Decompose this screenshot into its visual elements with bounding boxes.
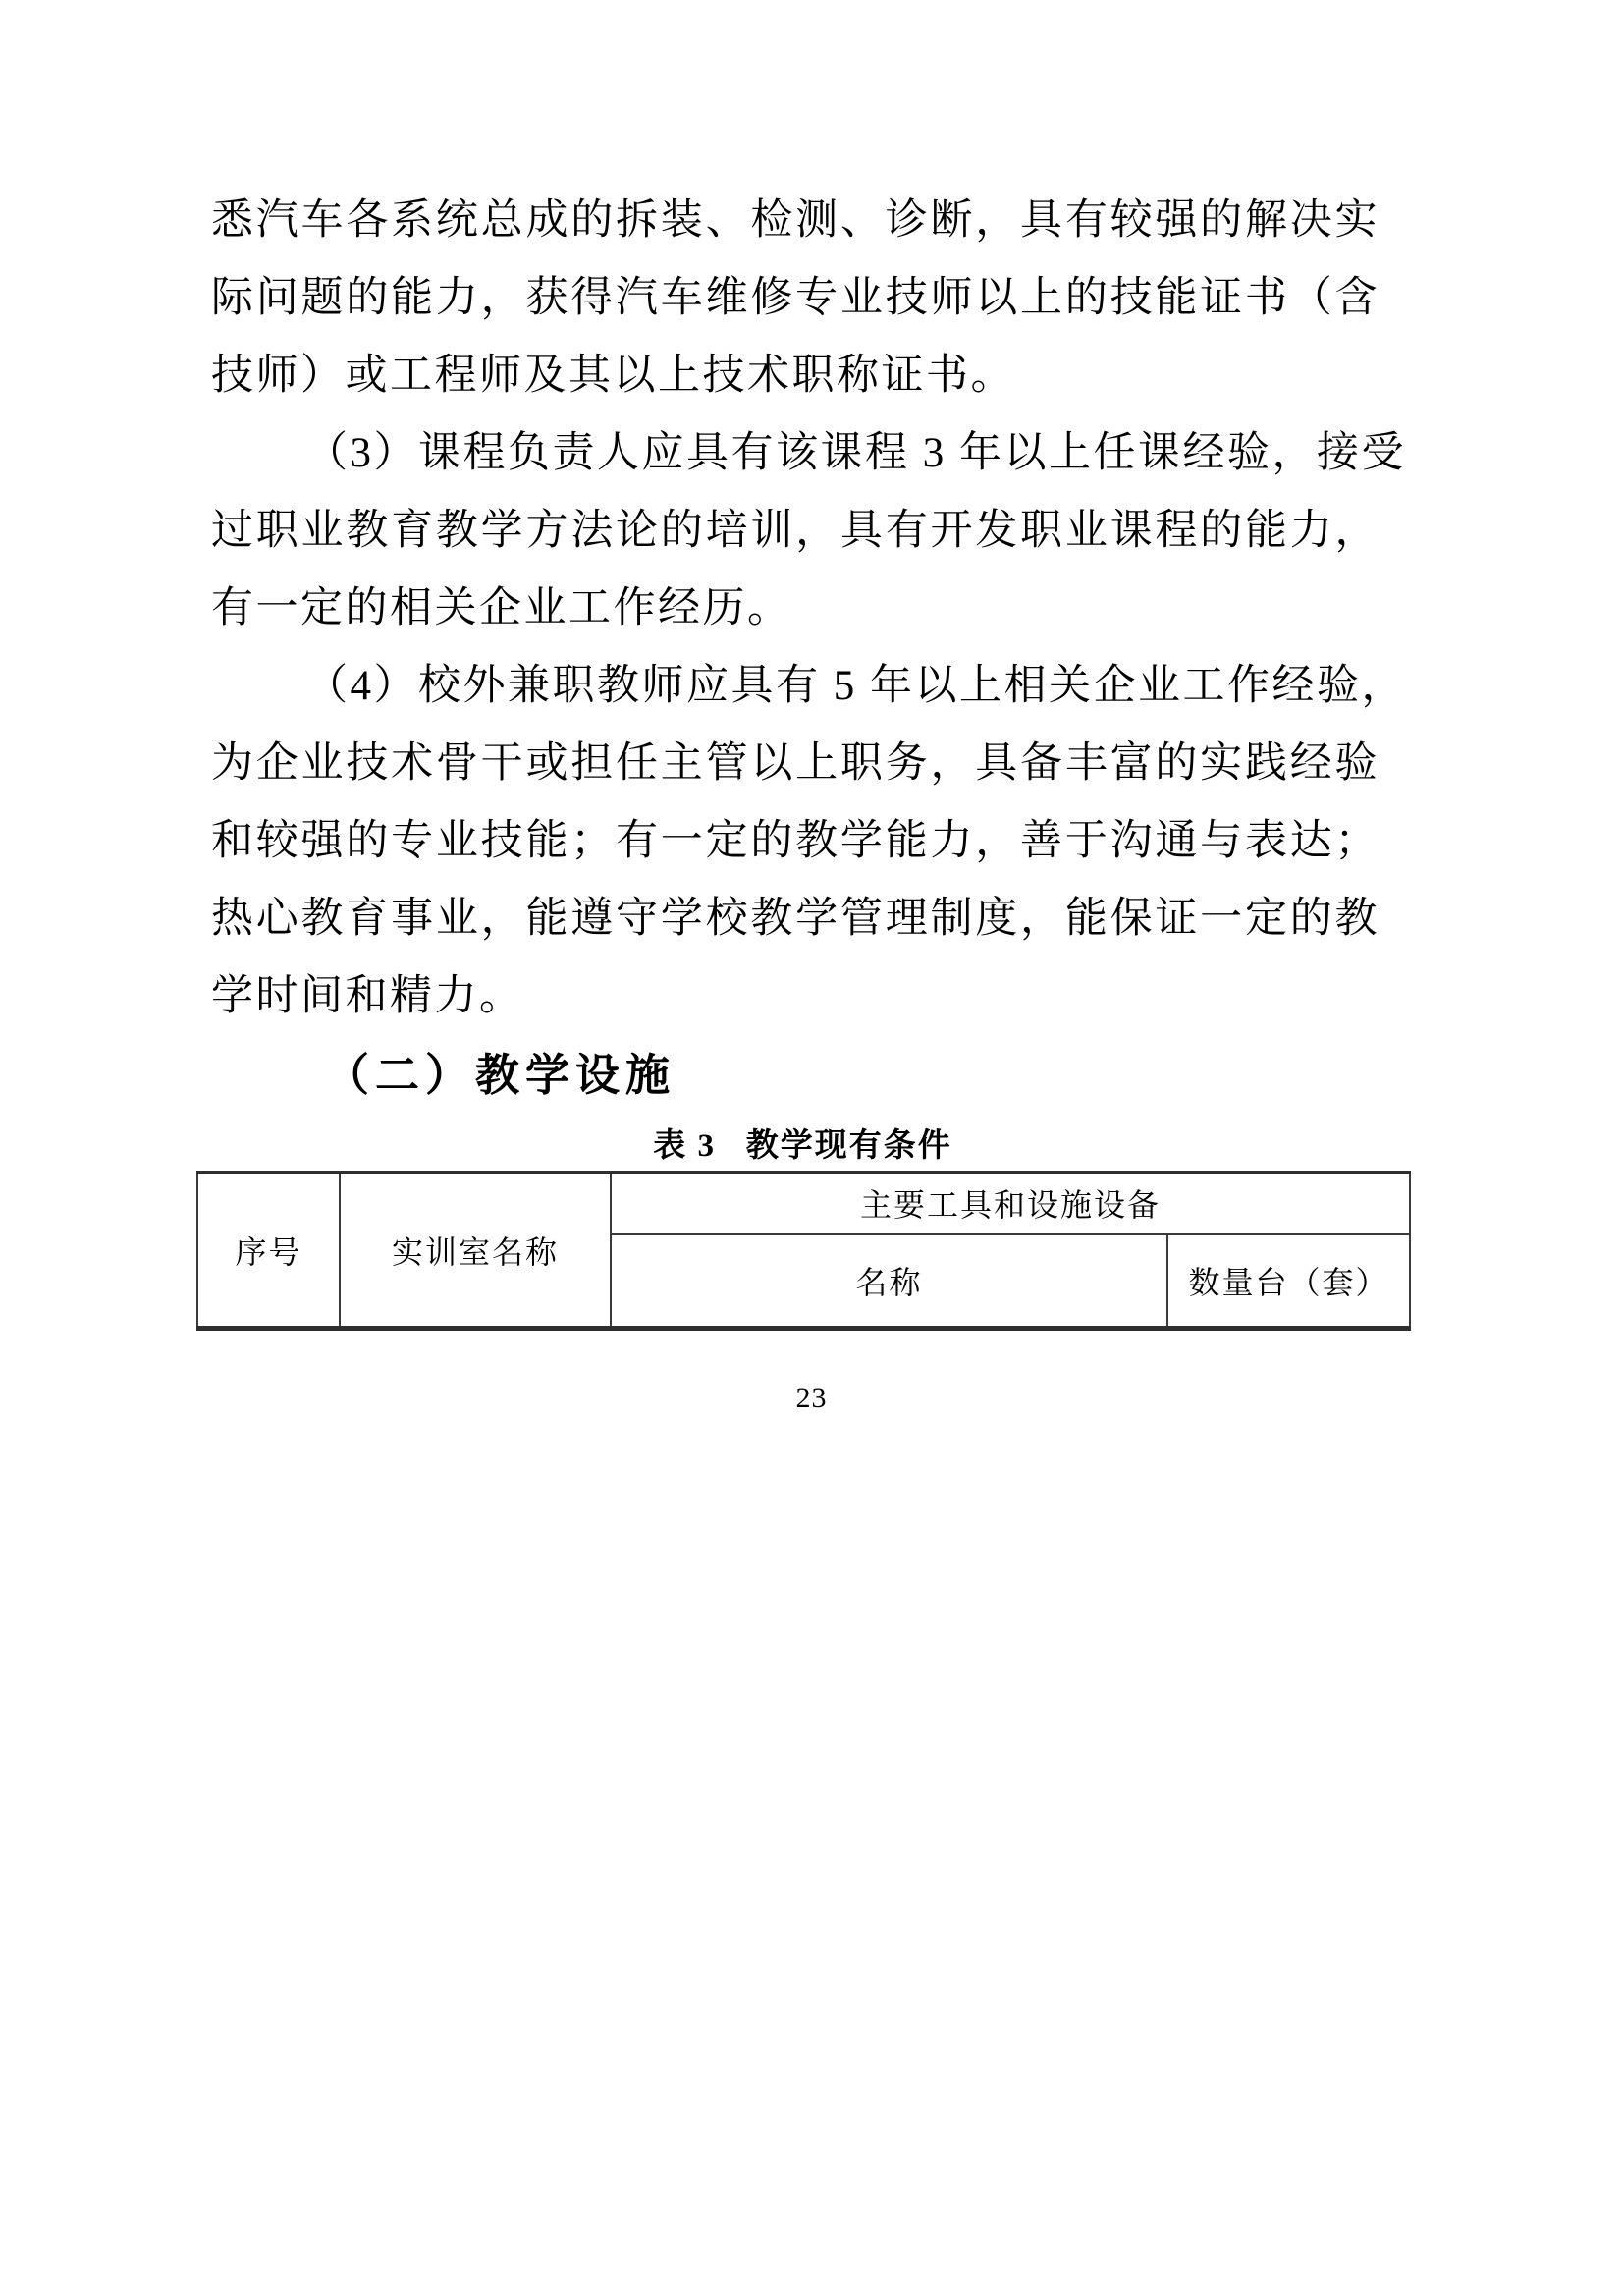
text-line: 际问题的能力，获得汽车维修专业技师以上的技能证书（含 [211,275,1380,321]
header-room: 实训室名称 [340,1173,611,1329]
text-line: 技师）或工程师及其以上技术职称证书。 [211,353,1015,399]
table-header-row-1 [197,1173,1410,1234]
page-number: 23 [795,1382,828,1414]
header-name: 名称 [611,1234,1167,1329]
text-line: 有一定的相关企业工作经历。 [211,585,792,631]
text-line: 和较强的专业技能；有一定的教学能力，善于沟通与表达； [211,818,1380,864]
text-line: 悉汽车各系统总成的拆装、检测、诊断，具有较强的解决实 [211,197,1380,244]
header-qty: 数量台（套） [1167,1234,1410,1329]
text-line: 过职业教育教学方法论的培训，具有开发职业课程的能力， [211,508,1380,554]
text-line: 学时间和精力。 [211,973,524,1019]
equipment-table [196,1171,1411,1331]
header-tools-group: 主要工具和设施设备 [611,1173,1410,1234]
body-text [211,182,1406,1035]
header-col-no: 序号 [197,1173,340,1329]
section-heading: （二）教学设施 [325,1051,676,1100]
text-line: 为企业技术骨干或担任主管以上职务，具备丰富的实践经验 [211,740,1380,787]
table-caption: 表 3 教学现有条件 [653,1128,952,1164]
text-line: （4）校外兼职教师应具有 5 年以上相关企业工作经验， [305,663,1406,709]
text-line: 热心教育事业，能遵守学校教学管理制度，能保证一定的教 [211,896,1380,942]
text-line: （3）课程负责人应具有该课程 3 年以上任课经验，接受 [305,430,1406,476]
